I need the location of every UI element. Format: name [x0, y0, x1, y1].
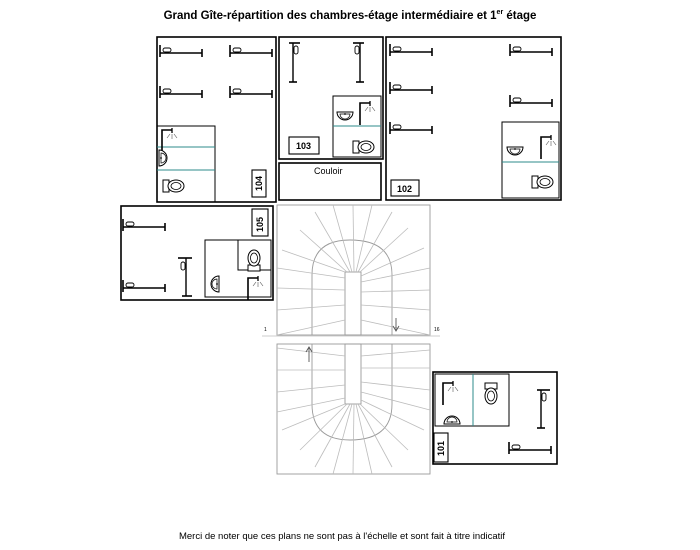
stair-step-end: 16 — [434, 327, 440, 333]
room-105-label: 105 — [255, 216, 265, 232]
room-103 — [279, 37, 383, 159]
title-superscript: er — [496, 9, 504, 16]
corridor — [279, 163, 381, 200]
stair-step-start: 1 — [264, 327, 267, 333]
room-103-label: 103 — [296, 141, 312, 151]
title-suffix: étage — [503, 9, 537, 22]
room-105 — [121, 206, 273, 300]
room-101 — [433, 372, 557, 464]
title-text: Grand Gîte-répartition des chambres-étage intermédiaire et 1 — [163, 9, 497, 22]
staircase — [262, 205, 440, 474]
disclaimer: Merci de noter que ces plans ne sont pas à l'échelle et sont fait à titre indicatif — [178, 531, 506, 542]
room-104-label: 104 — [254, 175, 264, 191]
room-101-label: 101 — [436, 440, 446, 456]
room-102-label: 102 — [397, 184, 413, 194]
corridor-label: Couloir — [314, 166, 343, 176]
room-104 — [157, 37, 276, 202]
room-102 — [386, 37, 561, 200]
